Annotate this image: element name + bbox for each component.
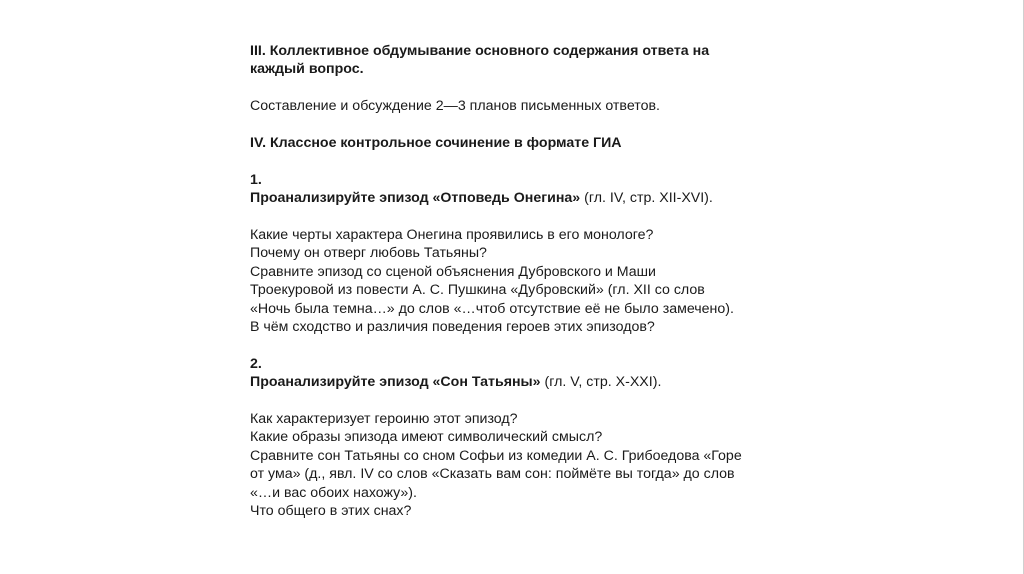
task2-title <box>250 373 770 391</box>
task1-question: Сравните эпизод со сценой объяснения Дубровского и Маши <box>250 263 656 280</box>
task2-number: 2. <box>250 355 262 372</box>
task2-question: Сравните сон Татьяны со сном Софьи из комедии А. С. Грибоедова «Горе <box>250 447 742 464</box>
task2-title-bold: Проанализируйте эпизод «Сон Татьяны» <box>250 374 541 391</box>
spacer <box>250 336 770 354</box>
task1-title <box>250 189 770 207</box>
spacer <box>250 152 770 170</box>
task2-question: Что общего в этих снах? <box>250 503 412 520</box>
task1-question: В чём сходство и различия поведения героев этих эпизодов? <box>250 319 655 336</box>
task2-question: «…и вас обоих нахожу»). <box>250 484 417 501</box>
spacer <box>250 208 770 226</box>
task2-question: от ума» (д., явл. IV со слов «Сказать вам сон: поймёте вы тогда» до слов <box>250 466 735 483</box>
section3-heading-line2: каждый вопрос. <box>250 61 364 78</box>
spacer <box>250 116 770 134</box>
task1-title-bold: Проанализируйте эпизод «Отповедь Онегина» <box>250 190 581 207</box>
section3-heading-line1: III. Коллективное обдумывание основного содержания ответа на <box>250 43 710 59</box>
spacer <box>250 392 770 410</box>
task1-title-ref: (гл. IV, стр. XII-XVI). <box>580 190 713 207</box>
task1-question: Какие черты характера Онегина проявились в его монологе? <box>250 227 654 243</box>
section3-text: Составление и обсуждение 2—3 планов письменных ответов. <box>250 98 660 115</box>
task2-question: Какие образы эпизода имеют символический смысл? <box>250 429 603 446</box>
task2-question: Как характеризует героиню этот эпизод? <box>250 411 518 428</box>
task1-question: Почему он отверг любовь Татьяны? <box>250 245 487 262</box>
spacer <box>250 79 770 97</box>
task1-number: 1. <box>250 171 262 188</box>
section4-heading: IV. Классное контрольное сочинение в формате ГИА <box>250 135 622 151</box>
task2-title-ref: (гл. V, стр. X-XXI). <box>540 374 662 391</box>
document-body <box>250 42 770 520</box>
task1-question: «Ночь была темна…» до слов «…чтоб отсутствие её не было замечено). <box>250 300 734 317</box>
task1-question: Троекуровой из повести А. С. Пушкина «Дубровский» (гл. XII со слов <box>250 282 705 299</box>
